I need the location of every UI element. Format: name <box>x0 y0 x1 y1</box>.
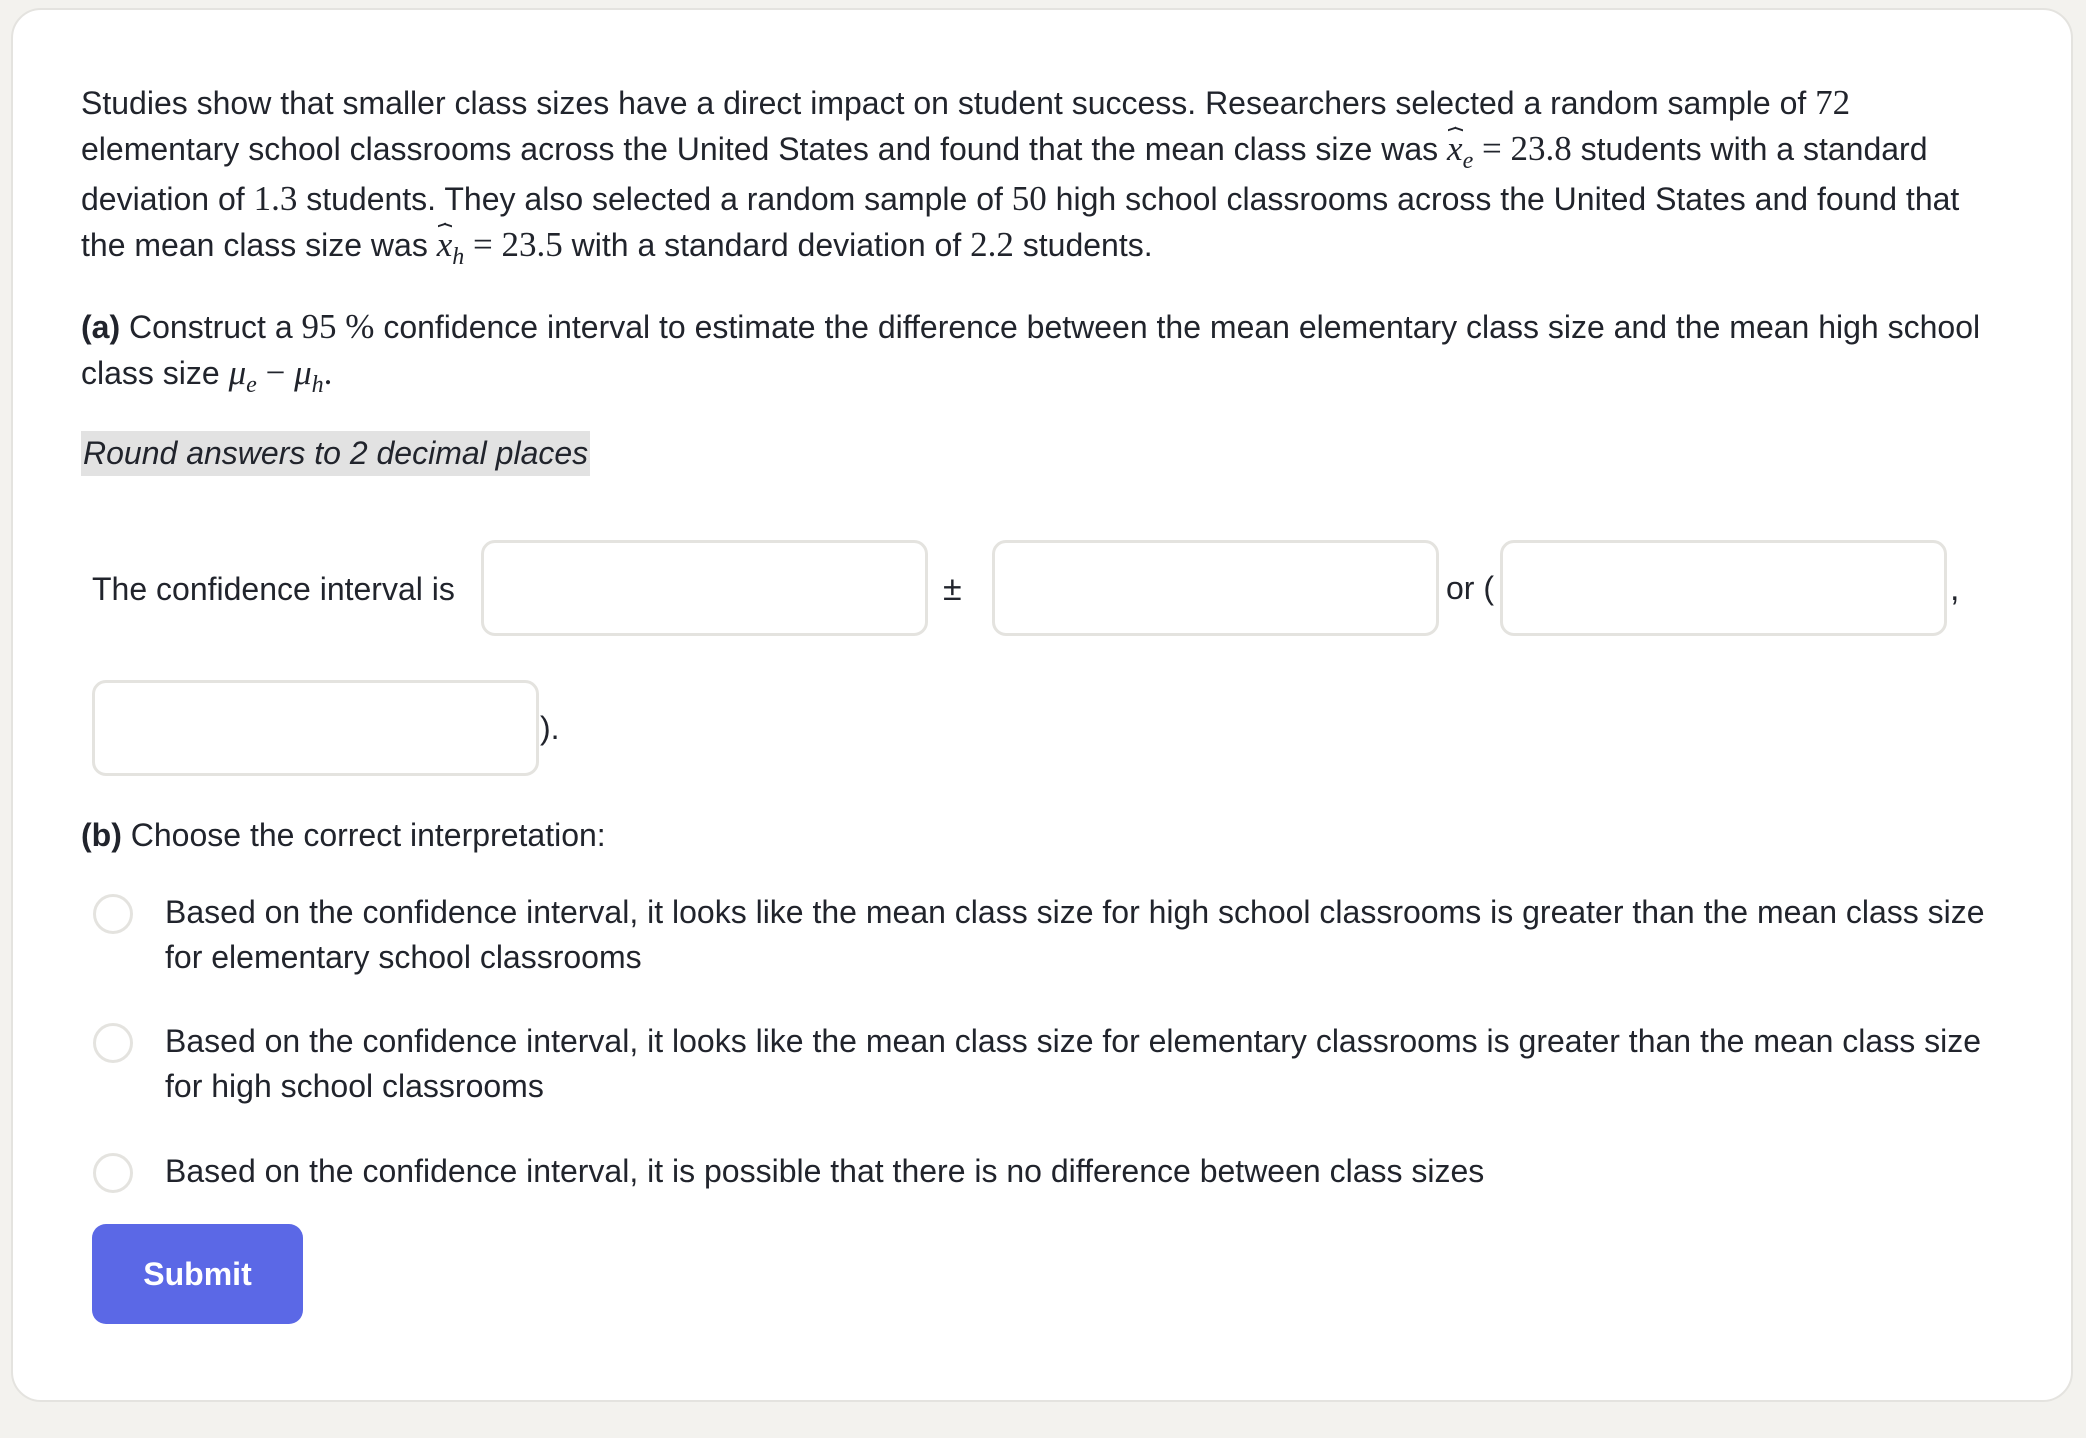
part-a-prompt <box>81 304 1996 400</box>
intro-text-1: Studies show that smaller class sizes have a direct impact on student success. Researchers selected a random sample of <box>81 85 1816 121</box>
problem-statement <box>81 80 1996 272</box>
elementary-sample-size: 72 <box>1815 83 1851 122</box>
intro-text-4: students. They also selected a random sample of <box>297 181 1012 217</box>
ci-center-input[interactable] <box>481 540 928 636</box>
part-a-label: (a) <box>81 309 121 345</box>
choice-label-2: Based on the confidence interval, it looks like the mean class size for elementary classrooms is greater than the mean class size for high school classrooms <box>165 1023 1981 1104</box>
confidence-level: 95 % <box>301 307 375 346</box>
xbar-e-subscript: e <box>1462 148 1474 174</box>
mu-symbol: μ <box>294 353 312 392</box>
radio-button-3[interactable] <box>93 1153 133 1193</box>
choice-option-1[interactable] <box>81 890 2001 980</box>
plus-minus-sign: ± <box>943 570 962 608</box>
mu-h-subscript: h <box>311 372 324 398</box>
radio-button-2[interactable] <box>93 1023 133 1063</box>
high-school-sample-size: 50 <box>1011 179 1047 218</box>
ci-lower-input[interactable] <box>1500 540 1947 636</box>
choice-option-2[interactable] <box>81 1019 2001 1109</box>
mu-e-subscript: e <box>246 372 257 398</box>
ci-label: The confidence interval is <box>92 571 455 607</box>
choice-label-3: Based on the confidence interval, it is possible that there is no difference between class sizes <box>165 1153 1485 1189</box>
period: . <box>323 353 333 392</box>
intro-text-7: students. <box>1013 227 1153 263</box>
part-a-text-2: confidence interval to estimate the difference between the mean elementary class size and the mean high school class size <box>81 309 1981 391</box>
equals-sign: = <box>464 225 502 264</box>
part-a-text-1: Construct a <box>120 309 302 345</box>
equals-sign: = <box>1473 129 1511 168</box>
intro-text-3: students with a standard deviation of <box>81 131 1928 217</box>
xbar-h-subscript: h <box>452 244 465 270</box>
confidence-interval-row <box>81 540 2001 640</box>
choice-option-3[interactable] <box>81 1149 2001 1194</box>
minus-sign: − <box>256 353 295 392</box>
xbar-e-symbol: x <box>1447 126 1463 172</box>
submit-button[interactable]: Submit <box>92 1224 303 1324</box>
intro-text-6: with a standard deviation of <box>562 227 971 263</box>
ci-upper-input[interactable] <box>92 680 539 776</box>
or-open-paren: or ( <box>1446 570 1494 606</box>
high-school-mean: 23.5 <box>501 225 563 264</box>
rounding-instruction: Round answers to 2 decimal places <box>81 431 590 476</box>
ci-margin-input[interactable] <box>992 540 1439 636</box>
radio-button-1[interactable] <box>93 894 133 934</box>
intro-text-5: high school classrooms across the United States and found that the mean class size was <box>81 181 1960 263</box>
xbar-h-symbol: x <box>437 222 453 268</box>
close-paren: ). <box>540 710 560 746</box>
part-b-text: Choose the correct interpretation: <box>121 817 606 853</box>
confidence-interval-row-2 <box>81 680 2001 780</box>
part-b-prompt <box>81 813 2001 858</box>
elementary-mean: 23.8 <box>1510 129 1572 168</box>
choice-label-1: Based on the confidence interval, it looks like the mean class size for high school classrooms is greater than the mean class size for elementary school classrooms <box>165 894 1985 975</box>
part-b-section <box>81 813 2001 1194</box>
comma: , <box>1950 570 1960 608</box>
question-content <box>81 80 1996 476</box>
intro-text-2: elementary school classrooms across the United States and found that the mean class size was <box>81 131 1448 167</box>
part-b-label: (b) <box>81 817 122 853</box>
elementary-sd: 1.3 <box>253 179 298 218</box>
high-school-sd: 2.2 <box>970 225 1014 264</box>
mu-symbol: μ <box>228 353 247 392</box>
